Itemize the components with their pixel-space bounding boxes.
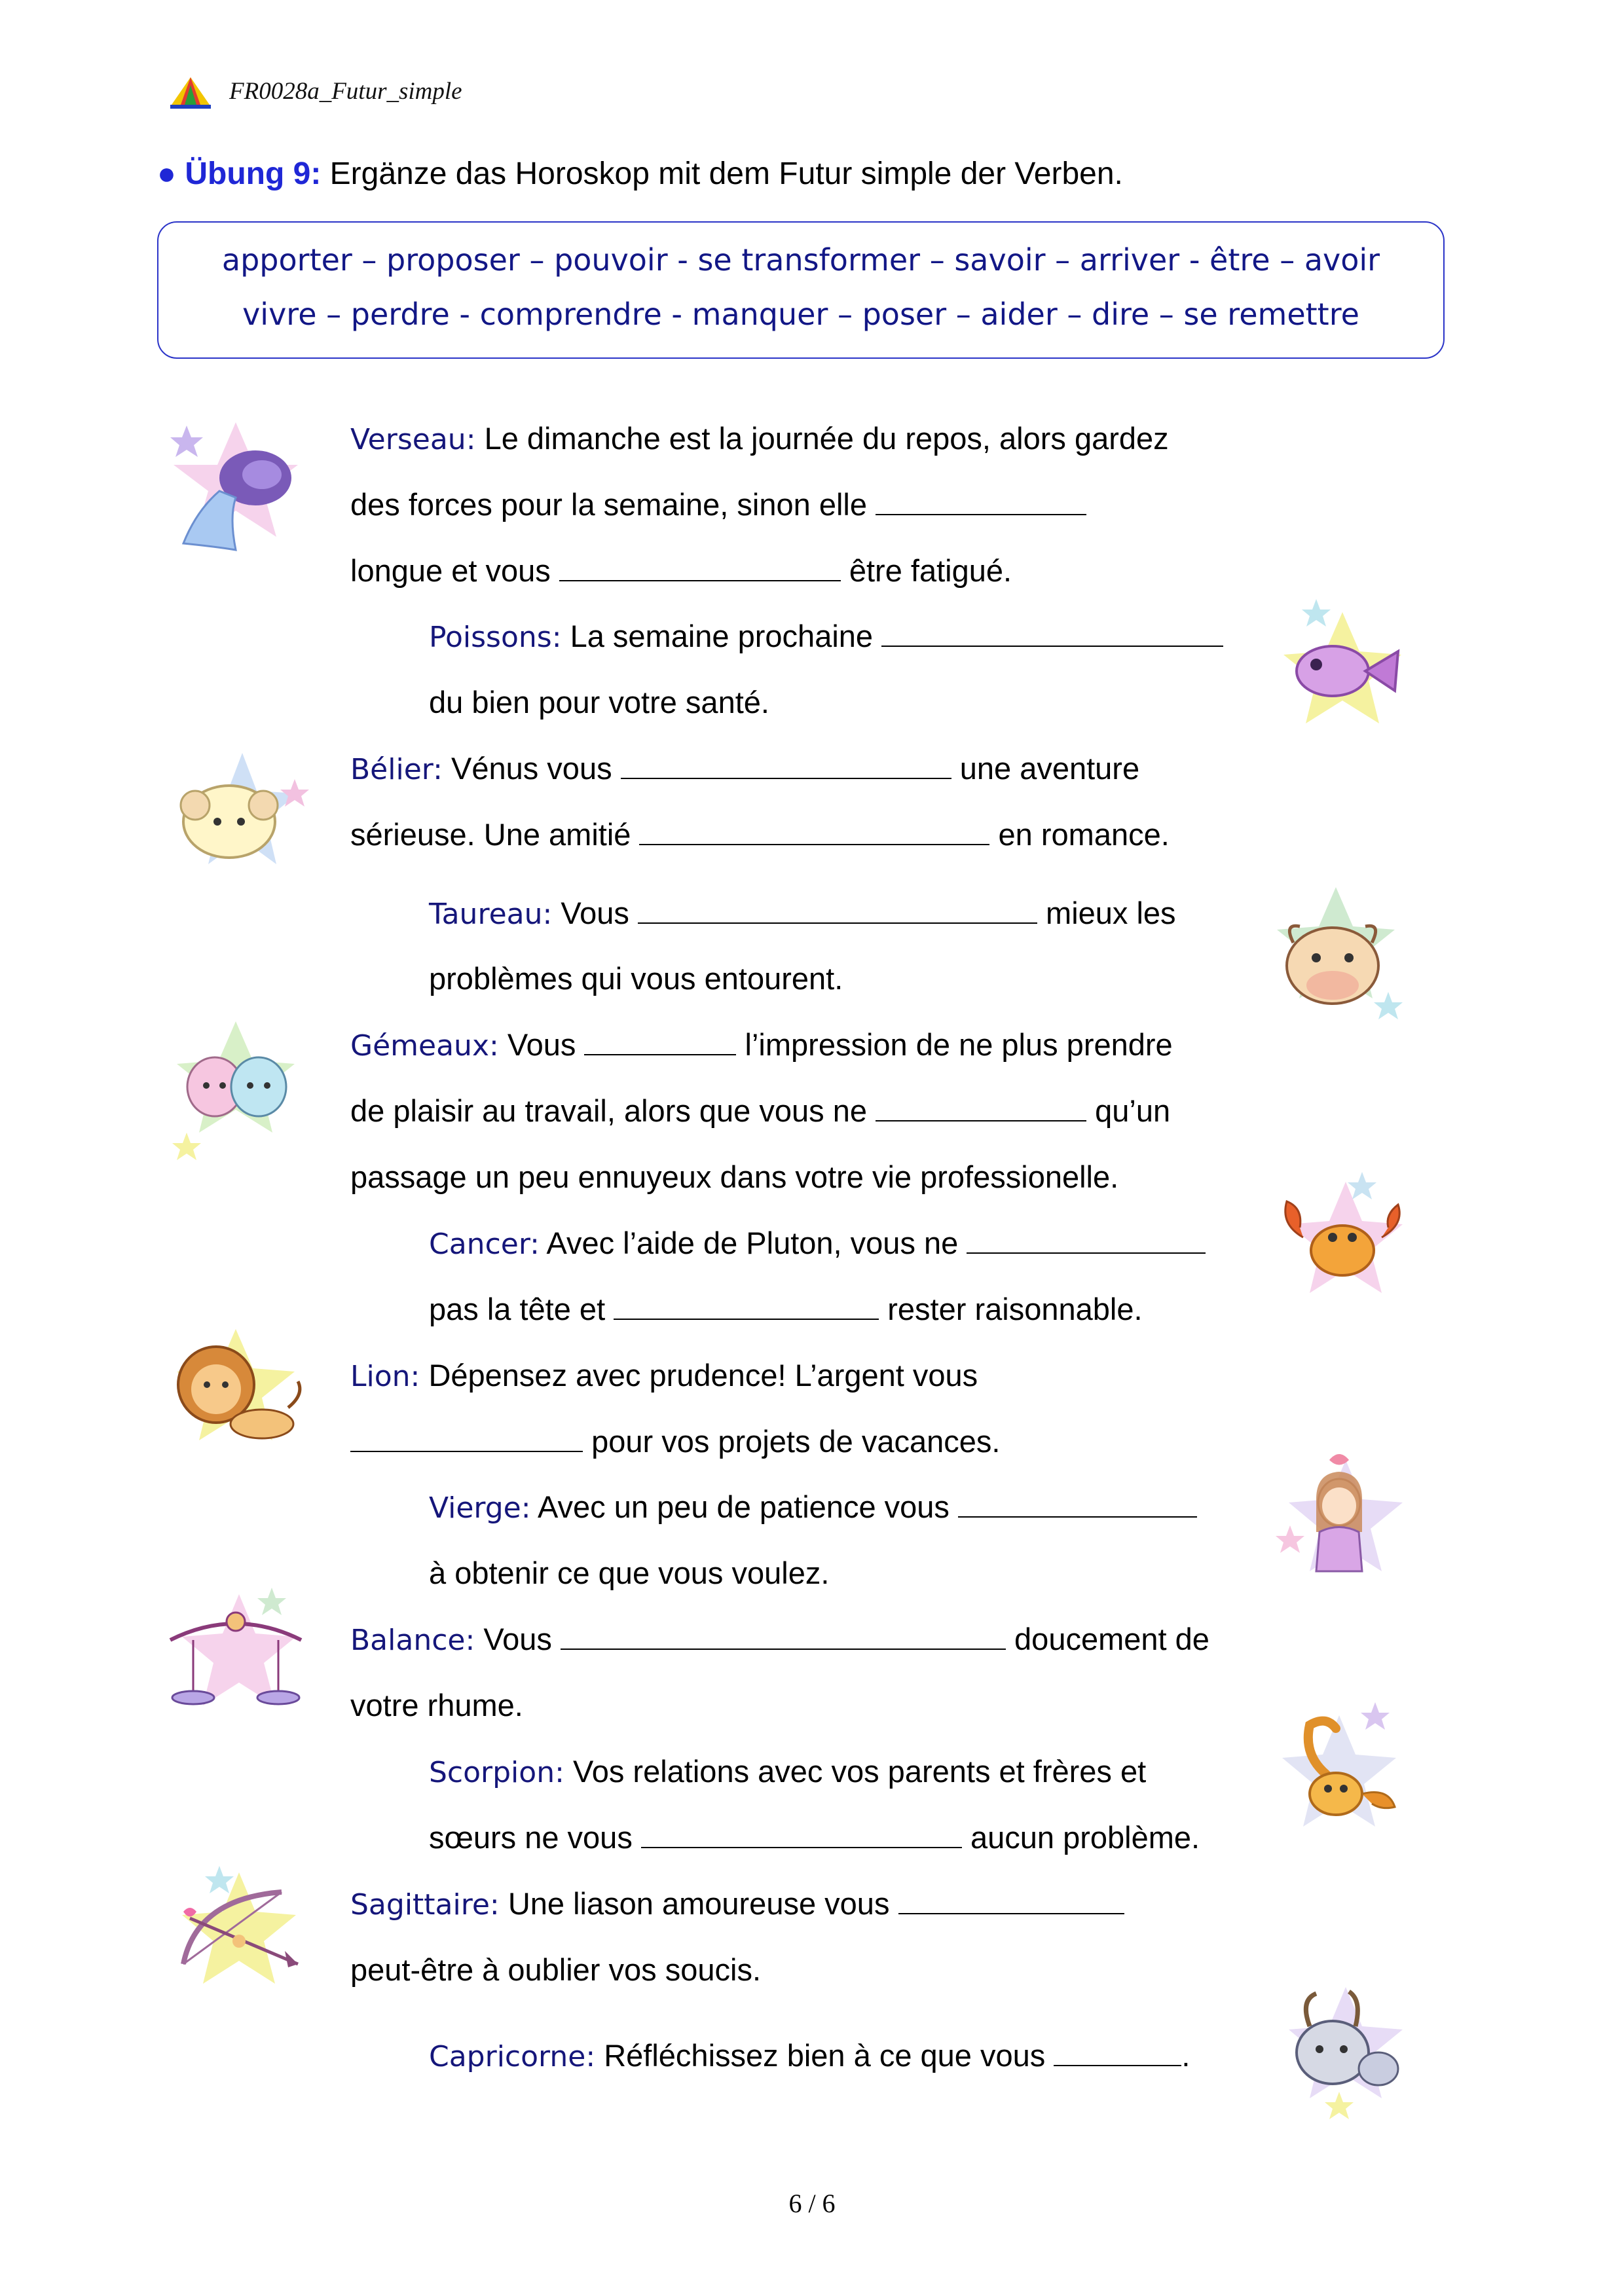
lion-line-1: Lion: Dépensez avec prudence! L’argent vous — [350, 1358, 978, 1393]
answer-blank[interactable] — [881, 619, 1223, 647]
taureau-line-2: problèmes qui vous entourent. — [429, 961, 843, 996]
answer-blank[interactable] — [614, 1292, 879, 1320]
answer-blank[interactable] — [350, 1425, 583, 1452]
exercise-title: Übung 9: — [185, 156, 322, 191]
sagittaire-line-2: peut-être à oublier vos soucis. — [350, 1952, 761, 1987]
verseau-line-1: Verseau: Le dimanche est la journée du repos, alors gardez — [350, 421, 1169, 456]
scorpion-line-1: Scorpion: Vos relations avec vos parents et frères et — [429, 1754, 1147, 1789]
libra-icon — [157, 1581, 314, 1738]
answer-blank[interactable] — [584, 1028, 736, 1055]
aries-icon — [157, 740, 314, 897]
answer-blank[interactable] — [958, 1490, 1197, 1518]
pisces-icon — [1264, 592, 1421, 750]
capricorn-icon — [1264, 1971, 1421, 2128]
belier-line-1: Bélier: Vénus vous une aventure — [350, 751, 1140, 786]
cancer-line-1: Cancer: Avec l’aide de Pluton, vous ne — [429, 1224, 1206, 1264]
capricorne-line-1: Capricorne: Réfléchissez bien à ce que vous . — [429, 2038, 1190, 2073]
answer-blank[interactable] — [1054, 2039, 1181, 2066]
answer-blank[interactable] — [641, 1821, 962, 1848]
taurus-icon — [1264, 881, 1421, 1038]
verseau-line-2: des forces pour la semaine, sinon elle — [350, 485, 1086, 524]
lion-line-2: pour vos projets de vacances. — [350, 1422, 1000, 1461]
sign-label-belier: Bélier: — [350, 753, 443, 786]
sign-label-gemeaux: Gémeaux: — [350, 1029, 499, 1063]
vierge-line-2: à obtenir ce que vous voulez. — [429, 1556, 830, 1590]
sign-label-lion: Lion: — [350, 1360, 420, 1393]
verb-list-line-2: vivre – perdre - comprendre - manquer – poser – aider – dire – se remettre — [242, 297, 1359, 332]
gemeaux-line-3: passage un peu ennuyeux dans votre vie professionelle. — [350, 1159, 1119, 1194]
pyramid-logo-icon — [169, 76, 212, 110]
exercise-instruction: Ergänze das Horoskop mit dem Futur simple der Verben. — [329, 156, 1123, 191]
sign-label-vierge: Vierge: — [429, 1491, 531, 1525]
sagittarius-icon — [157, 1859, 314, 2016]
balance-line-2: votre rhume. — [350, 1688, 523, 1722]
cancer-line-2: pas la tête et rester raisonnable. — [429, 1292, 1143, 1326]
sign-label-balance: Balance: — [350, 1624, 475, 1657]
answer-blank[interactable] — [898, 1887, 1124, 1914]
sign-label-poissons: Poissons: — [429, 621, 562, 654]
sign-label-sagittaire: Sagittaire: — [350, 1888, 500, 1922]
sagittaire-line-1: Sagittaire: Une liason amoureuse vous — [350, 1884, 1124, 1925]
belier-line-2: sérieuse. Une amitié en romance. — [350, 817, 1170, 852]
document-title: FR0028a_Futur_simple — [229, 78, 462, 105]
poissons-line-2: du bien pour votre santé. — [429, 685, 769, 720]
sign-label-scorpion: Scorpion: — [429, 1756, 564, 1789]
answer-blank[interactable] — [876, 488, 1086, 515]
gemeaux-line-2: de plaisir au travail, alors que vous ne qu’un — [350, 1093, 1171, 1128]
sign-label-verseau: Verseau: — [350, 423, 476, 456]
aquarius-icon — [157, 412, 314, 570]
scorpion-line-2: sœurs ne vous aucun problème. — [429, 1820, 1200, 1855]
sign-label-capricorne: Capricorne: — [429, 2040, 596, 2073]
answer-blank[interactable] — [621, 752, 951, 779]
bullet-icon: ● — [157, 156, 176, 191]
scorpio-icon — [1264, 1696, 1421, 1853]
answer-blank[interactable] — [559, 554, 841, 581]
gemini-icon — [157, 1015, 314, 1172]
verb-list-line-1: apporter – proposer – pouvoir - se transformer – savoir – arriver - être – avoir — [221, 242, 1380, 278]
sign-label-cancer: Cancer: — [429, 1228, 540, 1261]
exercise-heading — [157, 156, 1123, 192]
answer-blank[interactable] — [876, 1094, 1086, 1121]
page-number: 6 / 6 — [788, 2189, 836, 2218]
answer-blank[interactable] — [638, 896, 1037, 924]
cancer-icon — [1264, 1165, 1421, 1322]
verseau-line-3: longue et vous être fatigué. — [350, 553, 1012, 588]
taureau-line-1: Taureau: Vous mieux les — [429, 896, 1176, 931]
answer-blank[interactable] — [639, 818, 989, 845]
virgo-icon — [1264, 1440, 1421, 1597]
answer-blank[interactable] — [967, 1226, 1206, 1254]
sign-label-taureau: Taureau: — [429, 898, 553, 931]
leo-icon — [157, 1316, 314, 1473]
verb-list-box — [157, 221, 1445, 359]
poissons-line-1: Poissons: La semaine prochaine — [429, 617, 1223, 657]
gemeaux-line-1: Gémeaux: Vous l’impression de ne plus prendre — [350, 1027, 1173, 1063]
answer-blank[interactable] — [561, 1622, 1006, 1650]
balance-line-1: Balance: Vous doucement de — [350, 1622, 1209, 1657]
vierge-line-1: Vierge: Avec un peu de patience vous — [429, 1487, 1197, 1528]
